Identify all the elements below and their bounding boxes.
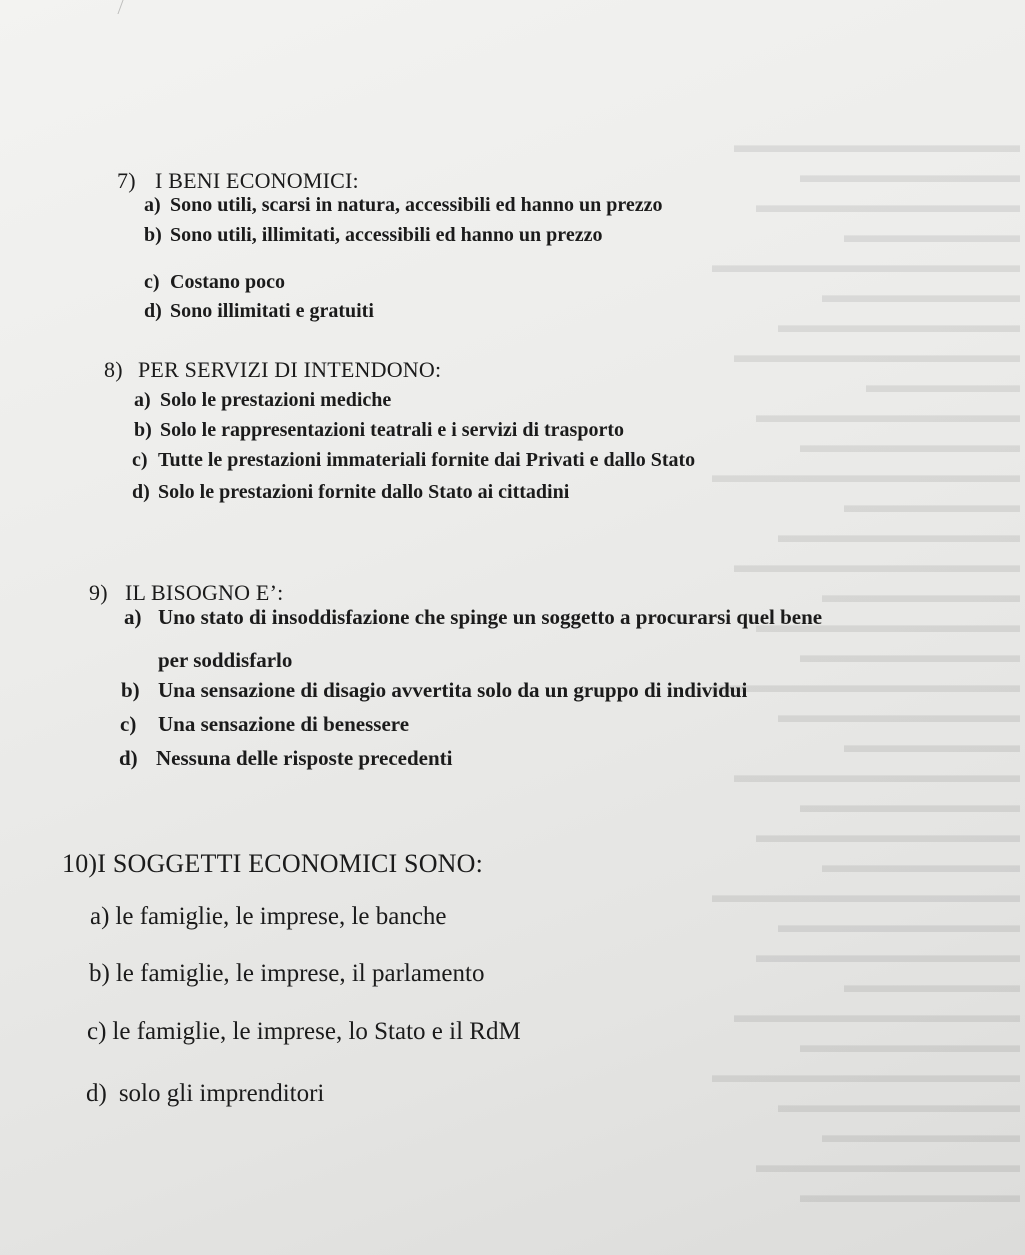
option-text: le famiglie, le imprese, le banche	[115, 903, 447, 930]
option-7b	[144, 224, 602, 247]
option-10d	[86, 1080, 324, 1108]
option-text: Solo le prestazioni mediche	[160, 389, 392, 411]
option-10b	[89, 960, 484, 988]
option-7c	[144, 271, 285, 294]
option-8d	[132, 481, 569, 504]
option-letter: b)	[134, 419, 152, 441]
option-7a	[144, 194, 662, 217]
paper-fold-mark	[117, 0, 137, 14]
question-title: PER SERVIZI DI INTENDONO:	[138, 357, 442, 382]
option-9c	[120, 712, 409, 737]
option-letter: d)	[119, 746, 138, 770]
option-letter: c)	[87, 1018, 107, 1045]
option-letter: d)	[132, 481, 150, 503]
question-number: 7)	[117, 168, 136, 193]
reverse-side-show-through: ▬▬▬▬▬▬▬▬▬▬▬▬▬ ▬▬▬▬▬▬▬▬▬▬ ▬▬▬▬▬▬▬▬▬▬▬▬ ▬▬▬▬▬▬▬▬ ▬▬▬▬▬▬▬▬▬▬▬▬▬▬ ▬▬▬▬▬▬▬▬▬ ▬▬▬▬▬▬▬▬▬▬▬ ▬▬▬▬▬▬▬▬▬▬▬▬▬ ▬▬▬▬▬▬▬ ▬▬▬▬▬▬▬▬▬▬▬▬ ▬▬▬▬▬▬▬▬▬▬ ▬▬▬▬▬▬▬▬▬▬▬▬▬▬ ▬▬▬▬▬▬▬▬ ▬▬▬▬▬▬▬▬▬▬▬ ▬▬▬▬▬▬▬▬▬▬▬▬▬ ▬▬▬▬▬▬▬▬▬ ▬▬▬▬▬▬▬▬▬▬▬▬ ▬▬▬▬▬▬▬▬▬▬ ▬▬▬▬▬▬▬▬▬▬▬▬▬▬ ▬▬▬▬▬▬▬▬▬▬▬ ▬▬▬▬▬▬▬▬ ▬▬▬▬▬▬▬▬▬▬▬▬▬ ▬▬▬▬▬▬▬▬▬▬ ▬▬▬▬▬▬▬▬▬▬▬▬ ▬▬▬▬▬▬▬▬▬ ▬▬▬▬▬▬▬▬▬▬▬▬▬▬ ▬▬▬▬▬▬▬▬▬▬▬ ▬▬▬▬▬▬▬▬▬▬▬▬ ▬▬▬▬▬▬▬▬ ▬▬▬▬▬▬▬▬▬▬▬▬▬ ▬▬▬▬▬▬▬▬▬▬ ▬▬▬▬▬▬▬▬▬▬▬▬▬▬ ▬▬▬▬▬▬▬▬▬▬▬ ▬▬▬▬▬▬▬▬▬ ▬▬▬▬▬▬▬▬▬▬▬▬ ▬▬▬▬▬▬▬▬▬▬	[712, 132, 1020, 1207]
option-8a	[134, 389, 391, 412]
option-9a-continuation	[158, 648, 292, 673]
question-number: 8)	[104, 357, 123, 382]
option-text: Costano poco	[170, 271, 286, 293]
option-letter: b)	[121, 678, 140, 702]
option-letter: a)	[134, 389, 151, 411]
question-9-heading	[89, 580, 283, 606]
option-letter: c)	[144, 271, 160, 293]
option-text: Sono utili, scarsi in natura, accessibili ed hanno un prezzo	[170, 194, 663, 216]
question-title: I SOGGETTI ECONOMICI SONO:	[97, 849, 484, 878]
option-text: Sono utili, illimitati, accessibili ed hanno un prezzo	[170, 224, 603, 246]
option-text: Una sensazione di disagio avvertita solo da un gruppo di individui	[158, 678, 748, 702]
option-9b	[121, 678, 747, 703]
option-letter: d)	[86, 1080, 107, 1107]
option-8b	[134, 419, 624, 442]
option-7d	[144, 300, 374, 323]
option-text: Tutte le prestazioni immateriali fornite dai Privati e dallo Stato	[158, 449, 696, 471]
question-8-heading	[104, 357, 441, 383]
question-title: I BENI ECONOMICI:	[155, 168, 359, 193]
option-letter: c)	[132, 449, 148, 471]
question-number: 9)	[89, 580, 108, 605]
option-letter: b)	[144, 224, 162, 246]
option-text: Solo le rappresentazioni teatrali e i servizi di trasporto	[160, 419, 624, 441]
option-9a	[124, 605, 822, 630]
option-text: solo gli imprenditori	[118, 1080, 325, 1107]
question-10-heading	[62, 849, 483, 879]
option-9d	[119, 746, 453, 771]
option-10c	[87, 1018, 521, 1046]
option-text: Solo le prestazioni fornite dallo Stato ai cittadini	[158, 481, 570, 503]
option-letter: a)	[124, 605, 142, 629]
option-letter: d)	[144, 300, 162, 322]
option-letter: a)	[144, 194, 161, 216]
option-text: le famiglie, le imprese, lo Stato e il RdM	[112, 1018, 521, 1045]
option-text: Uno stato di insoddisfazione che spinge un soggetto a procurarsi quel bene	[158, 605, 823, 629]
option-text: Nessuna delle risposte precedenti	[156, 746, 453, 770]
option-letter: b)	[89, 960, 110, 987]
question-title: IL BISOGNO E’:	[125, 580, 284, 605]
option-text: Una sensazione di benessere	[158, 712, 410, 736]
option-8c	[132, 449, 695, 472]
option-text: per soddisfarlo	[158, 648, 293, 672]
question-7-heading	[117, 168, 359, 194]
question-number: 10)	[62, 849, 98, 878]
option-text: le famiglie, le imprese, il parlamento	[115, 960, 485, 987]
option-letter: a)	[90, 903, 110, 930]
option-letter: c)	[120, 712, 137, 736]
option-10a	[90, 903, 447, 931]
option-text: Sono illimitati e gratuiti	[170, 300, 374, 322]
